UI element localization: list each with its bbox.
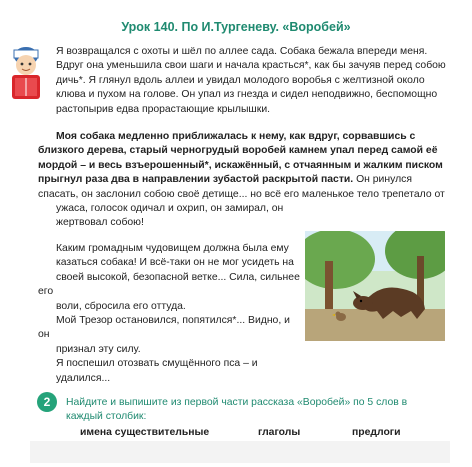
text-line: Я поспешил отозвать смущённого пса – и (56, 358, 258, 370)
text-line: Каким громадным чудовищем должна была ему (56, 243, 289, 254)
column-header-verbs: глаголы (258, 427, 301, 438)
text-line: своей высокой, безопасной ветке... Сила, сильнее его (38, 271, 300, 298)
text-line: Мой Трезор остановился, попятился*... Видно, и он (38, 315, 290, 341)
paragraph-intro (38, 45, 448, 117)
text-line: дичь*. Я глянул вдоль аллеи и увидал молодого воробья с желтизной около (56, 74, 425, 86)
column-header-nouns: имена существительные (80, 427, 210, 438)
page-title: Урок 140. По И.Тургеневу. «Воробей» (121, 20, 351, 34)
bold-text: Моя собака медленно приближалась к нему, как вдруг, сорвавшись с близкого дерева, старый черногрудый воробей камнем упал перед самой её мордой – и весь взъерошенный*, искажённый, с отчаянным и жалким писком прыгнул раза два в направлении зубастой раскрытой пасти. (38, 131, 443, 186)
answer-columns-bar (30, 441, 450, 463)
task-instruction: Найдите и выпишите из первой части рассказа «Воробей» по 5 слов в каждый столбик: (66, 397, 408, 423)
text-line: ужаса, голосок одичал и охрип, он замирал, он (56, 203, 284, 215)
text-line: Вдруг она уменьшила свои шаги и начала красться*, как бы зачуяв перед собою (56, 60, 446, 72)
text-line: удалился... (56, 372, 111, 384)
paragraph-story (38, 242, 300, 386)
text-line: признал эту силу. (56, 343, 141, 355)
text-line: воли, сбросила его оттуда. (56, 300, 186, 312)
text-line: клюва и пухом на голове. Он упал из гнезда и сидел неподвижно, беспомощно (56, 89, 438, 101)
task-number-badge: 2 (37, 392, 57, 412)
normal-text: Он ринулся спасать, он заслонил собою своё детище... но всё его маленькое тело трепетало от (38, 174, 445, 200)
text-line: жертвовал собою! (56, 217, 144, 229)
paragraph-bold (38, 130, 448, 231)
dog-and-sparrow-illustration (305, 231, 445, 341)
text-line: казаться собака! И всё-таки он не мог усидеть на (56, 257, 294, 269)
text-line: растопырив едва прорастающие крылышки. (56, 103, 271, 115)
column-header-prepositions: предлоги (352, 427, 401, 438)
text-line: Я возвращался с охоты и шёл по аллее сада. Собака бежала впереди меня. (56, 46, 428, 57)
